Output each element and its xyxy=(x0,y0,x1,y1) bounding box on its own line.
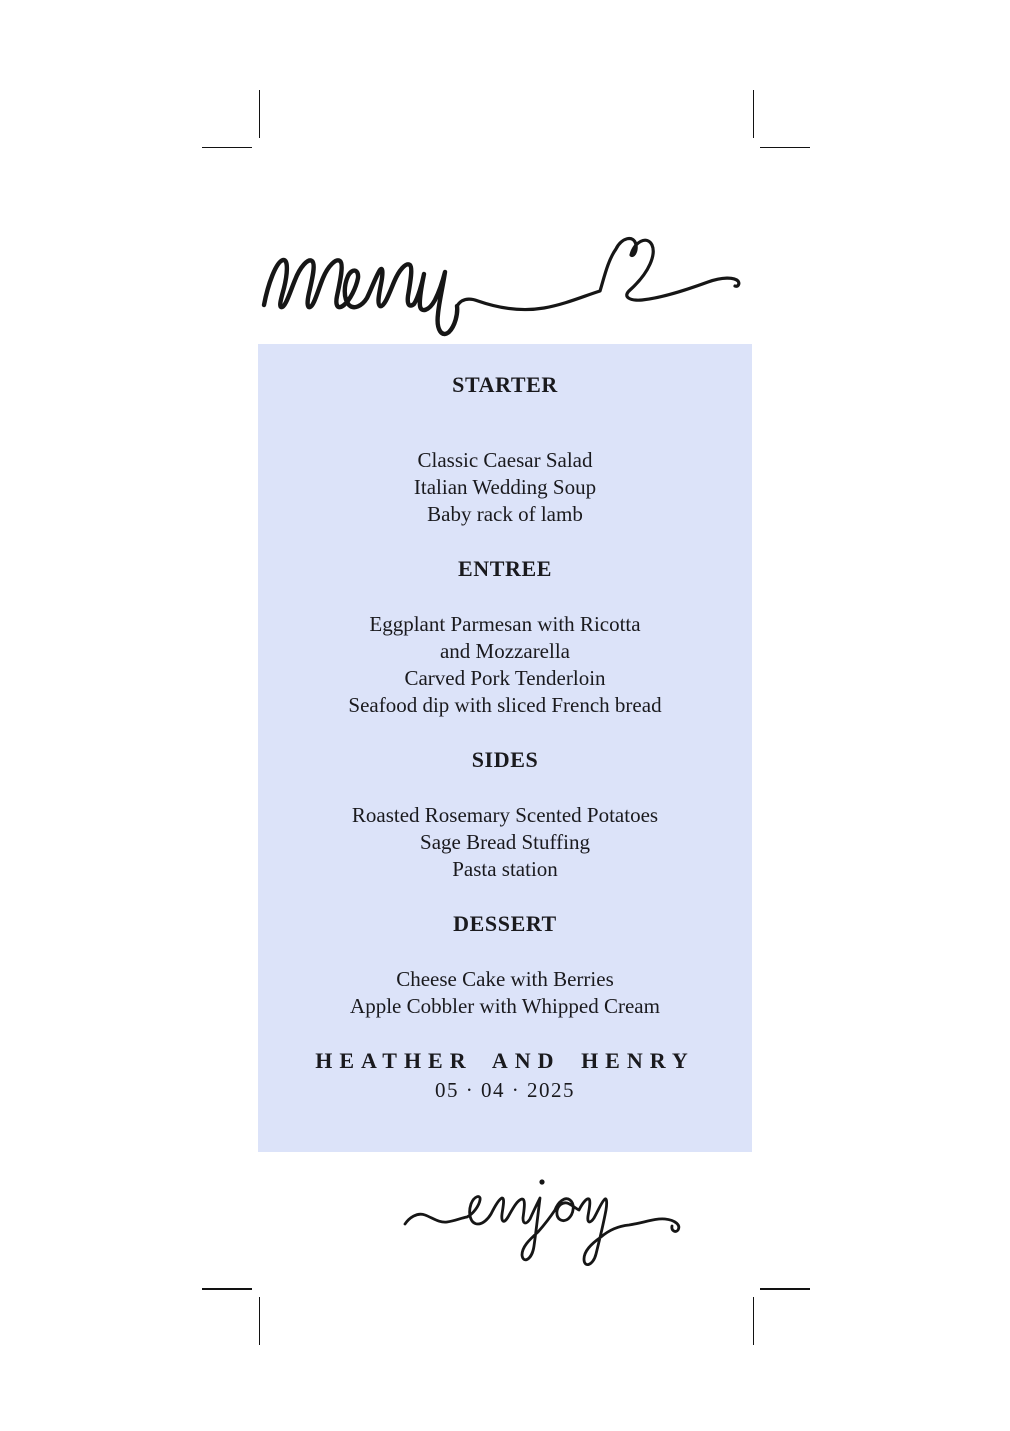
menu-item: Cheese Cake with Berries xyxy=(396,967,614,991)
menu-item: Roasted Rosemary Scented Potatoes xyxy=(351,803,659,827)
menu-panel xyxy=(258,344,752,1152)
menu-item: Pasta station xyxy=(452,857,558,881)
menu-item: Italian Wedding Soup xyxy=(413,475,597,499)
menu-item: Carved Pork Tenderloin xyxy=(404,666,606,690)
menu-section-dessert xyxy=(258,912,752,1020)
section-items-dessert xyxy=(258,966,752,1020)
menu-item: Classic Caesar Salad xyxy=(417,448,593,472)
section-items-sides xyxy=(258,802,752,883)
menu-item: Baby rack of lamb xyxy=(427,502,583,526)
section-items-entree xyxy=(258,611,752,719)
crop-mark-bottom-left-vertical xyxy=(259,1297,261,1345)
menu-item: Seafood dip with sliced French bread xyxy=(348,693,662,717)
heart-flourish-icon xyxy=(457,238,739,309)
menu-panel-content xyxy=(258,344,752,1102)
enjoy-script-word xyxy=(395,1168,705,1278)
enjoy-script-path xyxy=(405,1197,679,1265)
crop-mark-top-left-horizontal xyxy=(202,147,252,149)
menu-script-title xyxy=(250,218,760,343)
section-heading-sides: SIDES xyxy=(471,747,539,772)
crop-mark-bottom-right-vertical xyxy=(753,1297,755,1345)
menu-section-starter xyxy=(258,373,752,528)
menu-item: Sage Bread Stuffing xyxy=(420,830,590,854)
menu-script-word xyxy=(264,260,457,334)
menu-section-sides xyxy=(258,748,752,883)
section-heading-starter: STARTER xyxy=(452,372,558,397)
section-heading-dessert: DESSERT xyxy=(453,911,557,936)
crop-mark-bottom-right-horizontal xyxy=(760,1288,810,1290)
menu-item: and Mozzarella xyxy=(439,639,570,663)
menu-item: Apple Cobbler with Whipped Cream xyxy=(350,994,660,1018)
crop-mark-bottom-left-horizontal xyxy=(202,1288,252,1290)
event-date: 05 · 04 · 2025 xyxy=(435,1078,575,1102)
section-heading-entree: ENTREE xyxy=(457,556,553,581)
crop-mark-top-left-vertical xyxy=(259,90,261,138)
crop-mark-top-right-vertical xyxy=(753,90,755,138)
menu-item: Eggplant Parmesan with Ricotta xyxy=(369,612,641,636)
section-items-starter xyxy=(258,447,752,528)
crop-mark-top-right-horizontal xyxy=(760,147,810,149)
menu-section-entree xyxy=(258,557,752,719)
couple-names: HEATHER AND HENRY xyxy=(315,1048,695,1073)
j-dot xyxy=(539,1179,544,1184)
